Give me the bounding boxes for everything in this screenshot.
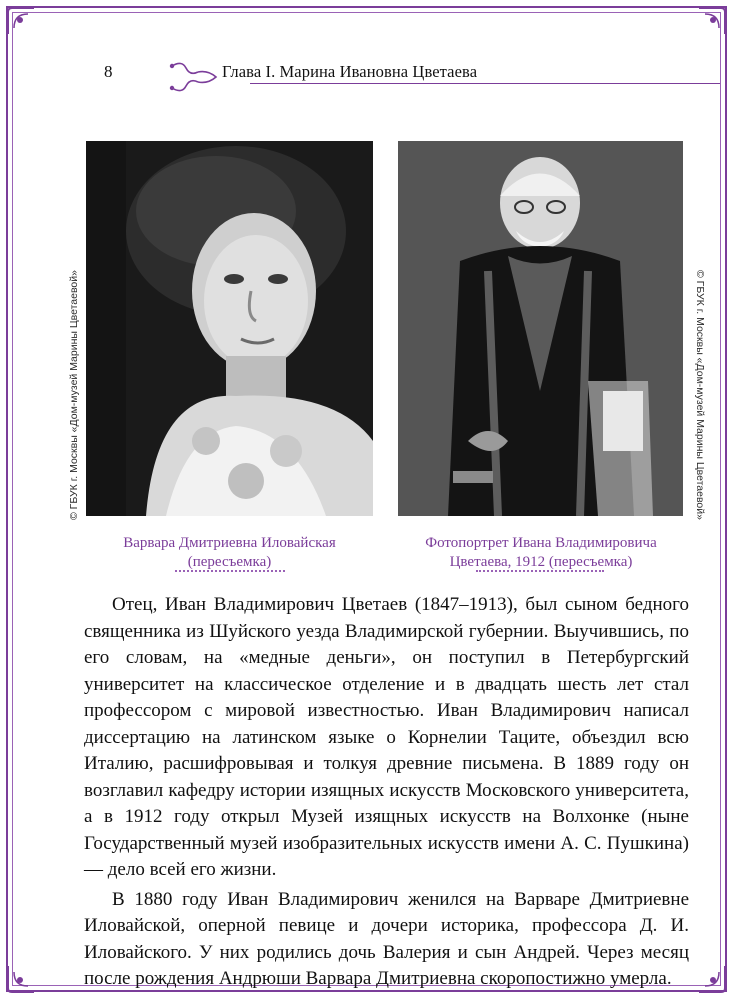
paragraph: В 1880 году Иван Владимирович женился на Варваре Дмитриевне Иловайской, оперной певице и дочери историка, профессора Д. И. Иловайского. У них родились дочь Валерия и сын Андрей. Через месяц после рождения Андрюши Варвара Дмитриевна скоропостижно умерла. [84,888,689,989]
corner-ornament-bottom-left-icon [4,962,38,996]
page-number: 8 [104,62,113,81]
caption-line: (пересъемка) [187,554,272,570]
running-header [90,52,710,96]
chapter-title: Глава I. Марина Ивановна Цветаева [222,62,478,81]
header-rule [250,83,720,84]
corner-ornament-bottom-right-icon [695,962,729,996]
paragraph: Отец, Иван Владимирович Цветаев (1847–1913), был сыном бедного священника из Шуйского уезда Владимирской губернии. Выучившись, по его словам, на «медные деньги», он поступил в Петербургский университет на классическое отделение и в двадцать шесть лет стал профессором с мировой известностью. Иван Владимирович написал диссертацию на латинском языке о Корнелии Таците, объездил всю Италию, расшифровывая и толкуя древние письмена. В 1889 году он возглавил кафедру истории изящных искусств Московского университета, а в 1912 году открыл Музей изящных искусств на Волхонке (ныне Государственный музей изобразительных искусств имени А. С. Пушкина) — дело всей его жизни. [84,594,689,880]
photo-credit-right: © ГБУК г. Москвы «Дом-музей Марины Цветаевой» [694,270,706,520]
caption-line: Варвара Дмитриевна Иловайская [123,535,336,551]
caption-divider-left [175,570,285,572]
photo-credit-left: © ГБУК г. Москвы «Дом-музей Марины Цветаевой» [68,270,80,520]
portrait-photo-iloviskaya [86,141,373,516]
caption-line: Цветаева, 1912 (пересъемка) [449,554,633,570]
caption-divider-right [476,570,604,572]
body-text [84,592,689,993]
photo-caption-right [396,534,686,572]
caption-line: Фотопортрет Ивана Владимировича [425,535,657,551]
header-ornament-icon [168,58,222,94]
corner-ornament-top-left-icon [4,4,38,38]
portrait-photo-tsvetaev [398,141,683,516]
photo-caption-left [92,534,367,572]
corner-ornament-top-right-icon [695,4,729,38]
